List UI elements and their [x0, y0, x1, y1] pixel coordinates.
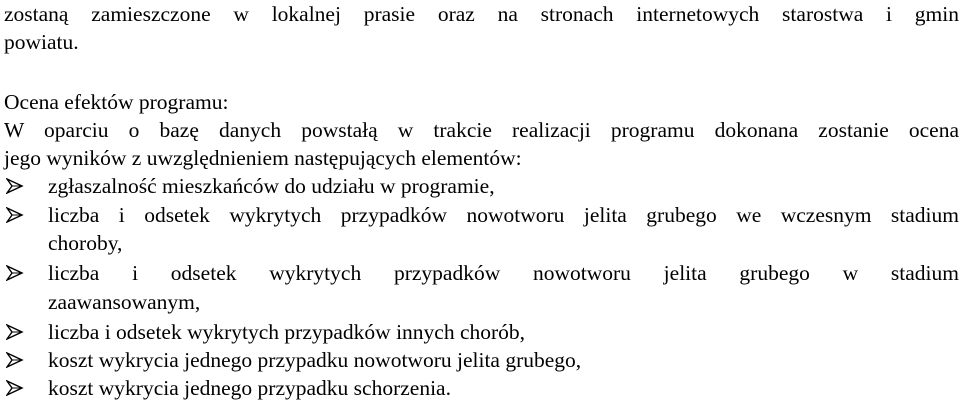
arrowhead-bullet-icon	[6, 265, 24, 281]
arrowhead-bullet-icon	[6, 207, 24, 223]
arrowhead-bullet-icon	[6, 380, 24, 396]
list-item-text: koszt wykrycia jednego przypadku nowotworu jelita grubego,	[48, 348, 582, 372]
paragraph-line: powiatu.	[4, 30, 79, 54]
list-item-continuation: choroby,	[48, 231, 123, 255]
list-item-text: liczba i odsetek wykrytych przypadków innych chorób,	[48, 320, 526, 344]
intro-line: jego wyników z uwzględnieniem następujących elementów:	[4, 146, 522, 170]
arrowhead-bullet-icon	[6, 178, 24, 194]
paragraph-line: zostaną zamieszczone w lokalnej prasie oraz na stronach internetowych starostwa i gmin	[4, 2, 959, 26]
intro-line: W oparciu o bazę danych powstałą w trakcie realizacji programu dokonana zostanie ocena	[4, 118, 959, 142]
list-item-continuation: zaawansowanym,	[48, 290, 201, 314]
list-item-text: zgłaszalność mieszkańców do udziału w programie,	[48, 174, 495, 198]
arrowhead-bullet-icon	[6, 324, 24, 340]
section-heading: Ocena efektów programu:	[4, 90, 229, 114]
arrowhead-bullet-icon	[6, 352, 24, 368]
list-item-text: koszt wykrycia jednego przypadku schorzenia.	[48, 376, 451, 400]
list-item-text: liczba i odsetek wykrytych przypadków nowotworu jelita grubego w stadium	[48, 261, 959, 285]
list-item-text: liczba i odsetek wykrytych przypadków nowotworu jelita grubego we wczesnym stadium	[48, 203, 959, 227]
